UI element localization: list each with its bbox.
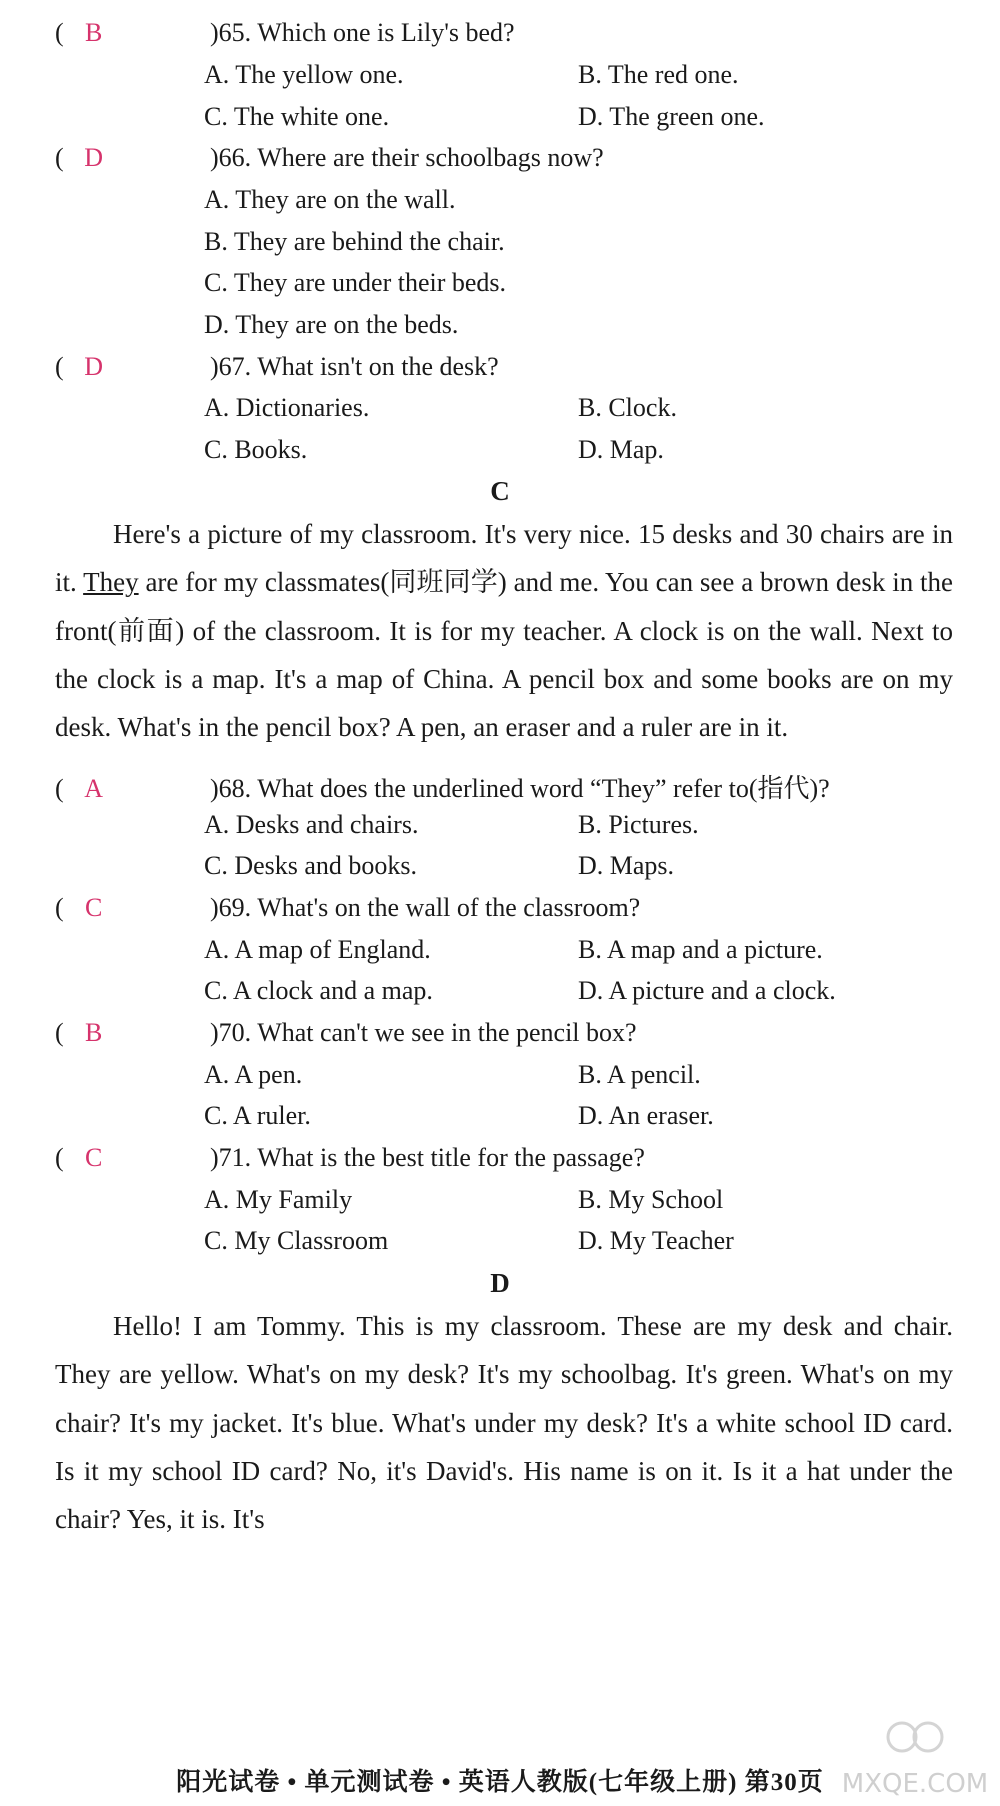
answer-letter: B <box>85 1018 103 1047</box>
question-65 <box>55 18 515 48</box>
answer-bracket: ( B <box>55 18 210 48</box>
option-c: C. Desks and books. <box>204 851 418 880</box>
option-c: C. Books. <box>204 435 308 464</box>
option-b: B. Pictures. <box>578 810 699 839</box>
option-b: B. My School <box>578 1185 724 1214</box>
option-b: B. A pencil. <box>578 1060 701 1089</box>
option-a: A. Desks and chairs. <box>204 810 419 839</box>
answer-letter: D <box>84 352 104 381</box>
answer-bracket: ( D <box>55 143 210 173</box>
section-heading-c: C <box>490 476 510 506</box>
option-a: A. A pen. <box>204 1060 303 1089</box>
question-text: )68. What does the underlined word “They” refer to(指代)? <box>210 774 830 803</box>
option-a: A. My Family <box>204 1185 353 1214</box>
answer-bracket: ( A <box>55 774 210 804</box>
watermark-text: MXQE.COM <box>841 1769 989 1799</box>
option-d: D. My Teacher <box>578 1226 734 1255</box>
section-heading-d: D <box>490 1268 510 1298</box>
underlined-word: They <box>83 567 139 598</box>
question-67 <box>55 352 499 382</box>
option-d: D. Maps. <box>578 851 675 880</box>
option-d: D. They are on the beds. <box>204 310 459 339</box>
question-66 <box>55 143 604 173</box>
option-a: A. They are on the wall. <box>204 185 456 214</box>
passage-d <box>55 1302 953 1543</box>
option-b: B. They are behind the chair. <box>204 227 505 256</box>
question-text: )65. Which one is Lily's bed? <box>210 18 515 47</box>
question-68 <box>55 768 830 805</box>
passage-d-text: Hello! I am Tommy. This is my classroom. These are my desk and chair. They are yellow. What's on my desk? It's my schoolbag. It's green. What's on my chair? It's my jacket. It's blue. What's under my desk? It's a white school ID card. Is it my school ID card? No, it's David's. His name is on it. Is it a hat under the chair? Yes, it is. It's <box>55 1311 953 1535</box>
question-text: )66. Where are their schoolbags now? <box>210 143 604 172</box>
option-d: D. An eraser. <box>578 1101 714 1130</box>
option-c: C. The white one. <box>204 102 390 131</box>
option-b: B. The red one. <box>578 60 739 89</box>
answer-letter: B <box>85 18 103 47</box>
answer-bracket: ( C <box>55 1143 210 1173</box>
page-footer: 阳光试卷 • 单元测试卷 • 英语人教版(七年级上册) 第30页 <box>176 1769 824 1796</box>
watermark-icon <box>885 1720 945 1754</box>
passage-c <box>55 510 953 751</box>
option-d: D. Map. <box>578 435 664 464</box>
answer-letter: D <box>84 143 104 172</box>
option-a: A. Dictionaries. <box>204 393 370 422</box>
option-a: A. A map of England. <box>204 935 431 964</box>
answer-letter: C <box>85 893 103 922</box>
question-71 <box>55 1143 645 1173</box>
option-c: C. They are under their beds. <box>204 268 507 297</box>
passage-c-part2: are for my classmates(同班同学) and me. You can see a brown desk in the front(前面) of the classroom. It is for my teacher. A clock is on the wall. Next to the clock is a map. It's a map of China. A pencil box and some books are on my desk. What's in the pencil box? A pen, an eraser and a ruler are in it. <box>55 567 954 743</box>
option-a: A. The yellow one. <box>204 60 404 89</box>
answer-bracket: ( C <box>55 893 210 923</box>
answer-letter: C <box>85 1143 103 1172</box>
answer-letter: A <box>84 774 104 803</box>
option-b: B. A map and a picture. <box>578 935 823 964</box>
question-text: )69. What's on the wall of the classroom? <box>210 893 641 922</box>
option-c: C. A clock and a map. <box>204 976 433 1005</box>
answer-bracket: ( B <box>55 1018 210 1048</box>
question-text: )70. What can't we see in the pencil box? <box>210 1018 637 1047</box>
option-d: D. The green one. <box>578 102 765 131</box>
question-text: )71. What is the best title for the passage? <box>210 1143 645 1172</box>
option-c: C. My Classroom <box>204 1226 389 1255</box>
question-70 <box>55 1018 637 1048</box>
option-c: C. A ruler. <box>204 1101 311 1130</box>
question-text: )67. What isn't on the desk? <box>210 352 499 381</box>
answer-bracket: ( D <box>55 352 210 382</box>
option-d: D. A picture and a clock. <box>578 976 836 1005</box>
question-69 <box>55 893 640 923</box>
option-b: B. Clock. <box>578 393 677 422</box>
passage-c-part1: Here's a picture of my classroom. It's very nice. 15 desks and 30 chairs are in it. <box>55 519 953 598</box>
